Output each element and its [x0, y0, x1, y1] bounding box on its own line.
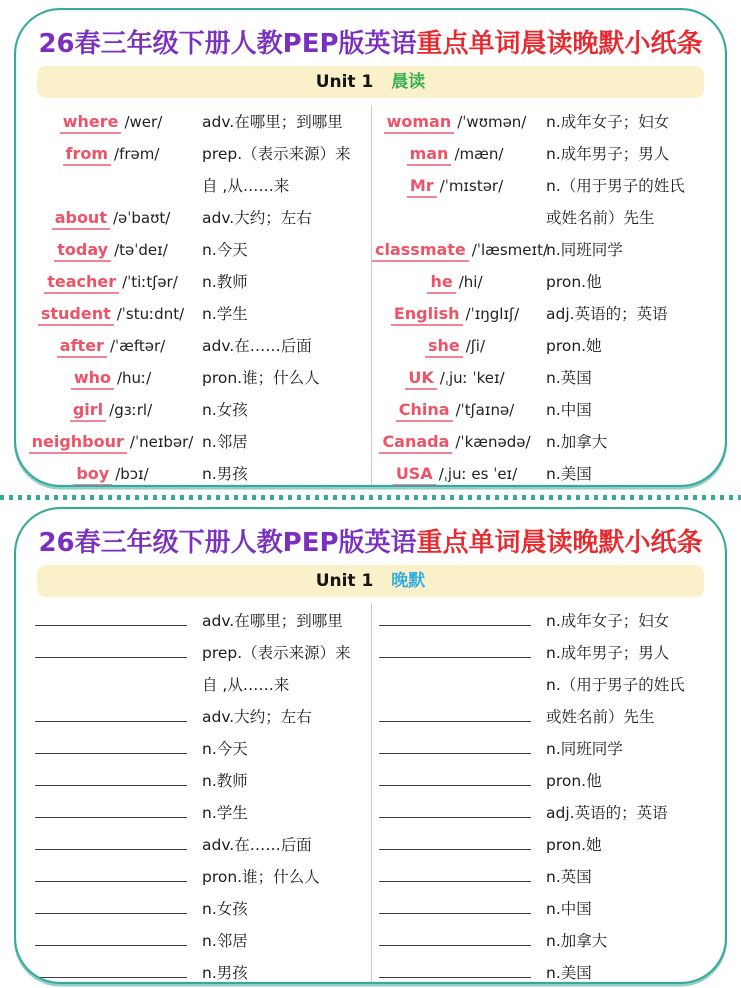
- unit-header-bar: [37, 565, 704, 597]
- word-cell: [28, 208, 194, 227]
- vocab-phonetic: /bɔɪ/: [115, 464, 149, 483]
- vocab-table: [16, 98, 725, 487]
- vocab-row: [28, 233, 371, 265]
- vocab-word: USA: [393, 464, 436, 486]
- vocab-row: [28, 265, 371, 297]
- meaning-text: n.同班同学: [546, 740, 623, 759]
- word-cell: [372, 400, 538, 419]
- vocab-row: [28, 137, 371, 169]
- meaning-text: n.英国: [546, 369, 592, 388]
- vocab-row: [28, 201, 371, 233]
- meaning-text: adv.在哪里；到哪里: [202, 113, 343, 132]
- vocab-phonetic: /ˈstuːdnt/: [116, 304, 185, 323]
- meaning-text: pron.他: [546, 273, 602, 292]
- panel-morning-reading: [14, 8, 727, 487]
- vocab-row: [372, 393, 715, 425]
- word-cell: [372, 707, 538, 726]
- vocab-word: from: [63, 144, 112, 166]
- answer-blank[interactable]: [379, 867, 531, 882]
- meaning-text: n.中国: [546, 900, 592, 919]
- vocab-word: where: [60, 112, 122, 134]
- vocab-row: [28, 796, 371, 828]
- word-cell: [28, 368, 194, 387]
- word-cell: [28, 336, 194, 355]
- word-cell: [372, 963, 538, 982]
- dictation-column-left: [28, 604, 371, 984]
- vocab-row: [372, 297, 715, 329]
- vocab-row: [28, 860, 371, 892]
- answer-blank[interactable]: [35, 707, 187, 722]
- vocab-row: [372, 828, 715, 860]
- vocab-row: [372, 796, 715, 828]
- meaning-text: adv.大约；左右: [202, 209, 312, 228]
- mode-label-evening: 晚默: [391, 571, 426, 592]
- answer-blank[interactable]: [35, 803, 187, 818]
- vocab-row: [28, 604, 371, 636]
- vocab-word: classmate: [372, 240, 469, 262]
- meaning-text: n.成年男子；男人: [546, 145, 670, 164]
- word-cell: [28, 643, 194, 662]
- word-cell: [372, 176, 538, 195]
- word-cell: [28, 867, 194, 886]
- vocab-word: who: [71, 368, 114, 390]
- meaning-text: n.邻居: [202, 433, 248, 452]
- vocab-row: [28, 732, 371, 764]
- vocab-row: [28, 636, 371, 668]
- meaning-text: n.女孩: [202, 401, 248, 420]
- meaning-text: adv.大约；左右: [202, 708, 312, 727]
- sheet-title: [16, 29, 725, 60]
- meaning-text: prep.（表示来源）来: [202, 145, 351, 164]
- word-cell: [372, 464, 538, 483]
- meaning-text: 或姓名前）先生: [546, 708, 655, 727]
- word-cell: [372, 304, 538, 323]
- vocab-row: [28, 361, 371, 393]
- meaning-text: prep.（表示来源）来: [202, 644, 351, 663]
- vocab-row: [372, 457, 715, 487]
- word-cell: [372, 432, 538, 451]
- dictation-column-right: [371, 604, 715, 984]
- vocab-row: [28, 329, 371, 361]
- vocab-row: [372, 233, 715, 265]
- word-cell: [28, 112, 194, 131]
- vocab-word: teacher: [44, 272, 119, 294]
- vocab-phonetic: /ˈæftər/: [109, 336, 166, 355]
- vocab-row: [372, 201, 715, 233]
- meaning-text: n.加拿大: [546, 433, 608, 452]
- meaning-text: n.同班同学: [546, 241, 623, 260]
- meaning-text: n.邻居: [202, 932, 248, 951]
- vocab-word: after: [57, 336, 107, 358]
- vocab-word: woman: [384, 112, 455, 134]
- vocab-row: [372, 892, 715, 924]
- word-cell: [372, 239, 549, 259]
- word-cell: [372, 368, 538, 387]
- unit-label: Unit 1: [315, 571, 374, 592]
- vocab-phonetic: /ˈtʃaɪnə/: [455, 400, 515, 419]
- vocab-word: neighbour: [29, 432, 127, 454]
- dotted-separator: [0, 495, 741, 500]
- vocab-word: English: [391, 304, 463, 326]
- vocab-phonetic: /ˌjuː es ˈeɪ/: [438, 464, 518, 483]
- answer-blank[interactable]: [35, 867, 187, 882]
- word-cell: [28, 739, 194, 758]
- vocab-word: student: [38, 304, 114, 326]
- vocab-phonetic: /ˈneɪbər/: [129, 432, 194, 451]
- vocab-row: [372, 636, 715, 668]
- vocab-row: [372, 860, 715, 892]
- vocab-phonetic: /huː/: [116, 368, 152, 387]
- vocab-row: [372, 764, 715, 796]
- vocab-row: [372, 732, 715, 764]
- word-cell: [28, 835, 194, 854]
- vocab-row: [28, 700, 371, 732]
- vocab-word: she: [425, 336, 463, 358]
- answer-blank[interactable]: [35, 643, 187, 658]
- word-cell: [372, 112, 538, 131]
- vocab-row: [28, 425, 371, 457]
- meaning-text: n.学生: [202, 305, 248, 324]
- panel-evening-dictation: [14, 507, 727, 984]
- dictation-table: [16, 597, 725, 984]
- vocab-row: [28, 828, 371, 860]
- vocab-row: [372, 265, 715, 297]
- word-cell: [28, 931, 194, 950]
- word-cell: [28, 464, 194, 483]
- vocab-row: [28, 924, 371, 956]
- answer-blank[interactable]: [379, 803, 531, 818]
- meaning-text: adv.在……后面: [202, 836, 312, 855]
- title-red-part: 重点单词晨读晚默小纸条: [416, 528, 703, 558]
- meaning-text: n.成年男子；男人: [546, 644, 670, 663]
- meaning-text: n.加拿大: [546, 932, 608, 951]
- answer-blank[interactable]: [379, 611, 531, 626]
- vocab-word: China: [396, 400, 453, 422]
- word-cell: [372, 643, 538, 662]
- meaning-text: n.男孩: [202, 964, 248, 983]
- vocab-row: [28, 956, 371, 984]
- answer-blank[interactable]: [35, 835, 187, 850]
- vocab-phonetic: /ˌjuː ˈkeɪ/: [439, 368, 505, 387]
- word-cell: [372, 771, 538, 790]
- vocab-phonetic: /əˈbaʊt/: [112, 208, 171, 227]
- meaning-text: adj.英语的；英语: [546, 804, 668, 823]
- word-cell: [28, 899, 194, 918]
- word-cell: [28, 771, 194, 790]
- meaning-text: pron.谁；什么人: [202, 369, 320, 388]
- meaning-text: n.美国: [546, 465, 592, 484]
- answer-blank[interactable]: [379, 931, 531, 946]
- vocab-word: today: [54, 240, 111, 262]
- meaning-text: 或姓名前）先生: [546, 209, 655, 228]
- answer-blank[interactable]: [35, 771, 187, 786]
- vocab-phonetic: /ˈlæsmeɪt/: [471, 240, 549, 259]
- meaning-text: n.中国: [546, 401, 592, 420]
- meaning-text: n.教师: [202, 273, 248, 292]
- vocab-word: Canada: [379, 432, 452, 454]
- vocab-phonetic: /ʃi/: [465, 336, 486, 355]
- vocab-row: [28, 169, 371, 201]
- meaning-text: pron.她: [546, 836, 602, 855]
- vocab-phonetic: /ˈwʊmən/: [457, 112, 527, 131]
- meaning-text: n.（用于男子的姓氏: [546, 676, 685, 695]
- vocab-row: [372, 425, 715, 457]
- meaning-text: n.英国: [546, 868, 592, 887]
- title-purple-part: 26春三年级下册人教PEP版英语: [38, 29, 417, 59]
- word-cell: [372, 144, 538, 163]
- answer-blank[interactable]: [379, 739, 531, 754]
- meaning-text: adv.在……后面: [202, 337, 312, 356]
- meaning-text: n.成年女子；妇女: [546, 612, 670, 631]
- meaning-text: n.男孩: [202, 465, 248, 484]
- meaning-text: 自 ,从……来: [202, 676, 290, 695]
- vocab-phonetic: /mæn/: [454, 144, 504, 163]
- word-cell: [28, 707, 194, 726]
- vocab-word: he: [427, 272, 455, 294]
- title-red-part: 重点单词晨读晚默小纸条: [416, 29, 703, 59]
- vocab-row: [372, 700, 715, 732]
- vocab-row: [372, 169, 715, 201]
- meaning-text: adv.在哪里；到哪里: [202, 612, 343, 631]
- answer-blank[interactable]: [35, 611, 187, 626]
- meaning-text: n.今天: [202, 241, 248, 260]
- word-cell: [372, 336, 538, 355]
- unit-header-bar: [37, 66, 704, 98]
- vocab-row: [28, 892, 371, 924]
- word-cell: [372, 739, 538, 758]
- word-cell: [28, 400, 194, 419]
- vocab-column-left: [28, 105, 371, 487]
- sheet-title: [16, 528, 725, 559]
- vocab-row: [28, 668, 371, 700]
- answer-blank[interactable]: [379, 835, 531, 850]
- meaning-text: n.成年女子；妇女: [546, 113, 670, 132]
- word-cell: [28, 611, 194, 630]
- answer-blank[interactable]: [379, 771, 531, 786]
- word-cell: [372, 899, 538, 918]
- meaning-text: pron.他: [546, 772, 602, 791]
- answer-blank[interactable]: [379, 707, 531, 722]
- word-cell: [28, 272, 194, 291]
- word-cell: [372, 931, 538, 950]
- meaning-text: n.（用于男子的姓氏: [546, 177, 685, 196]
- vocab-row: [28, 297, 371, 329]
- answer-blank[interactable]: [35, 963, 187, 978]
- meaning-text: pron.她: [546, 337, 602, 356]
- meaning-text: pron.谁；什么人: [202, 868, 320, 887]
- vocab-phonetic: /təˈdeɪ/: [114, 240, 168, 259]
- vocab-phonetic: /ˈmɪstər/: [439, 176, 504, 195]
- vocab-row: [372, 604, 715, 636]
- meaning-text: n.女孩: [202, 900, 248, 919]
- word-cell: [372, 867, 538, 886]
- word-cell: [372, 803, 538, 822]
- vocab-row: [372, 924, 715, 956]
- vocab-word: boy: [73, 464, 112, 486]
- vocab-row: [372, 668, 715, 700]
- unit-label: Unit 1: [315, 72, 374, 93]
- vocab-row: [372, 105, 715, 137]
- vocab-row: [372, 956, 715, 984]
- word-cell: [28, 144, 194, 163]
- meaning-text: n.今天: [202, 740, 248, 759]
- vocab-row: [372, 361, 715, 393]
- vocab-phonetic: /ˈtiːtʃər/: [122, 272, 178, 291]
- word-cell: [28, 803, 194, 822]
- answer-blank[interactable]: [35, 899, 187, 914]
- vocab-phonetic: /frəm/: [114, 144, 160, 163]
- answer-blank[interactable]: [379, 643, 531, 658]
- vocab-column-right: [371, 105, 715, 487]
- word-cell: [28, 432, 194, 451]
- title-purple-part: 26春三年级下册人教PEP版英语: [38, 528, 417, 558]
- answer-blank[interactable]: [35, 739, 187, 754]
- mode-label-morning: 晨读: [391, 72, 426, 93]
- vocab-phonetic: /hi/: [458, 272, 483, 291]
- vocab-word: about: [52, 208, 110, 230]
- meaning-text: n.学生: [202, 804, 248, 823]
- meaning-text: 自 ,从……来: [202, 177, 290, 196]
- vocab-phonetic: /ˈkænədə/: [455, 432, 531, 451]
- vocab-word: Mr: [407, 176, 437, 198]
- answer-blank[interactable]: [379, 963, 531, 978]
- answer-blank[interactable]: [379, 899, 531, 914]
- word-cell: [372, 611, 538, 630]
- vocab-row: [28, 457, 371, 487]
- answer-blank[interactable]: [35, 931, 187, 946]
- word-cell: [28, 963, 194, 982]
- vocab-row: [372, 329, 715, 361]
- vocab-word: man: [407, 144, 452, 166]
- word-cell: [28, 304, 194, 323]
- vocab-word: UK: [405, 368, 436, 390]
- word-cell: [372, 272, 538, 291]
- vocab-row: [28, 105, 371, 137]
- vocab-word: girl: [70, 400, 106, 422]
- vocab-row: [28, 764, 371, 796]
- meaning-text: n.教师: [202, 772, 248, 791]
- vocab-row: [28, 393, 371, 425]
- vocab-row: [372, 137, 715, 169]
- vocab-phonetic: /gɜːrl/: [109, 400, 153, 419]
- word-cell: [28, 240, 194, 259]
- vocab-phonetic: /ˈɪŋglɪʃ/: [465, 304, 520, 323]
- word-cell: [372, 835, 538, 854]
- vocab-phonetic: /wer/: [124, 112, 163, 131]
- meaning-text: adj.英语的；英语: [546, 305, 668, 324]
- meaning-text: n.美国: [546, 964, 592, 983]
